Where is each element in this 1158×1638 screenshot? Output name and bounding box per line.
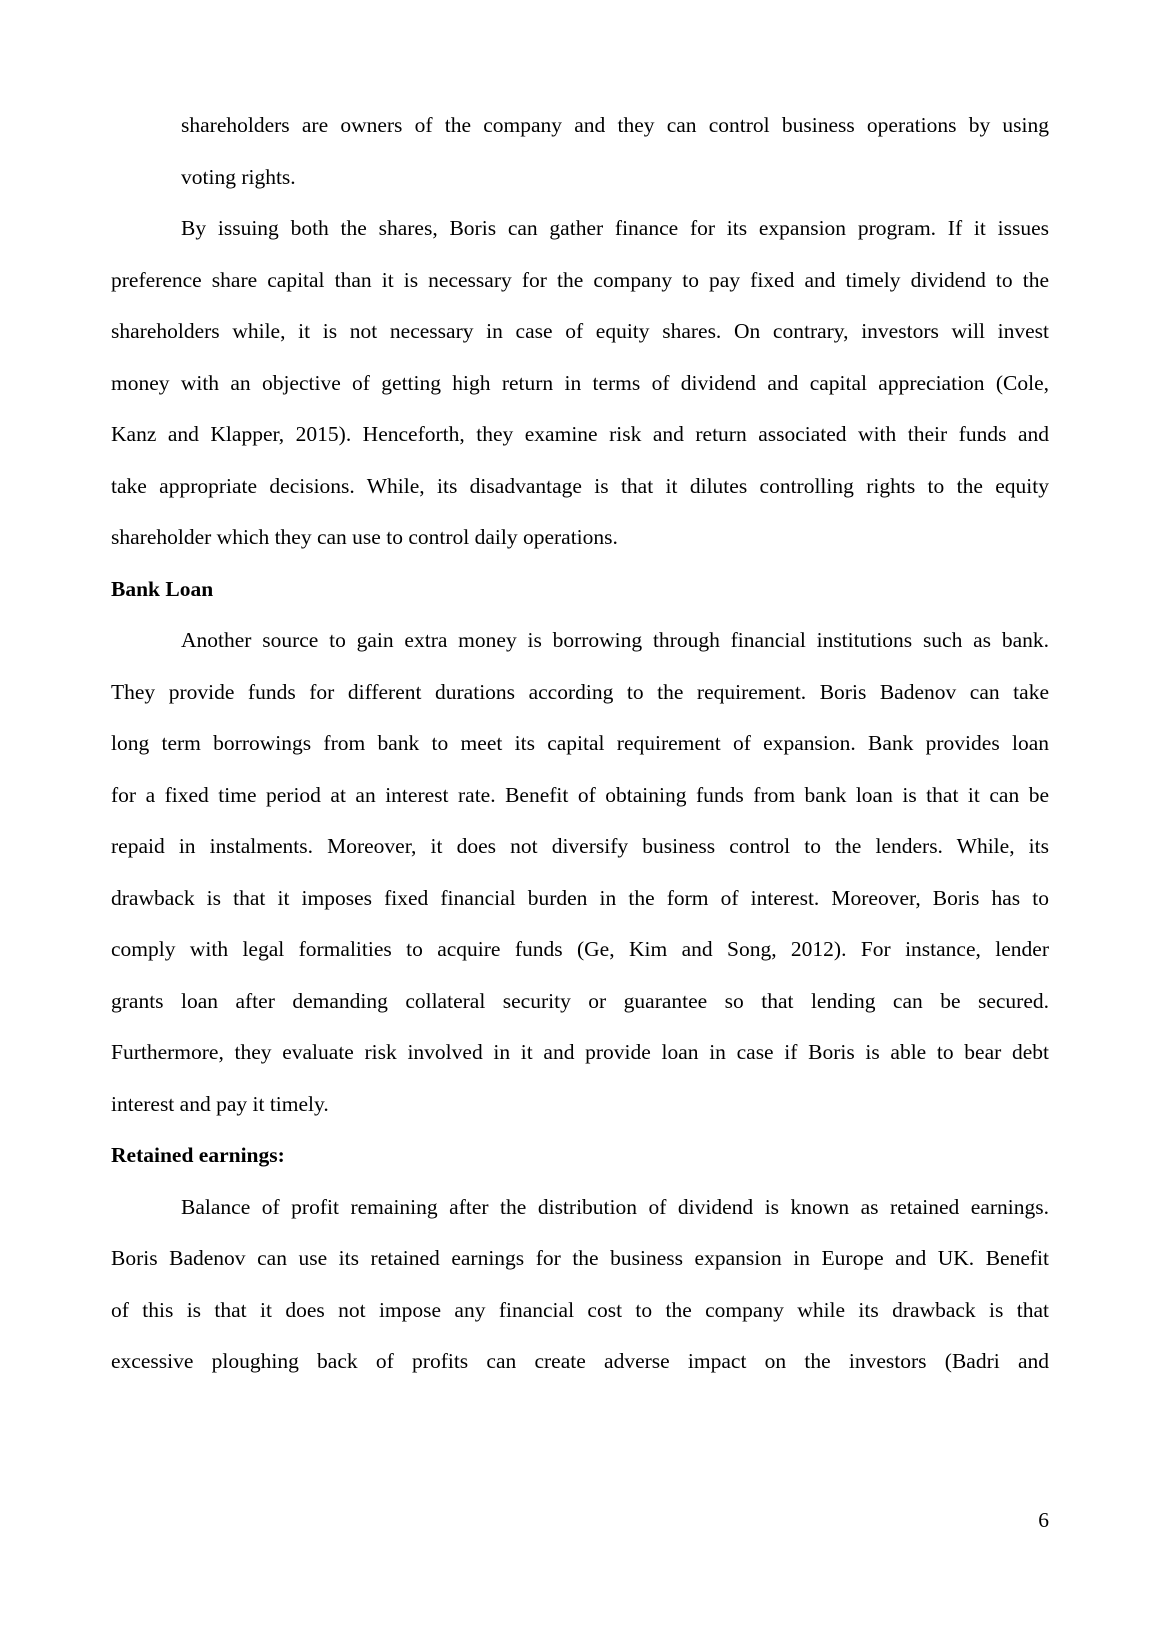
bank-loan-line-8: grants loan after demanding collateral security or guarantee so that lending can be secured. bbox=[111, 989, 1049, 1013]
bank-loan-line-7: comply with legal formalities to acquire funds (Ge, Kim and Song, 2012). For instance, lender bbox=[111, 937, 1049, 961]
shares-paragraph-line-1: By issuing both the shares, Boris can gather finance for its expansion program. If it issues bbox=[181, 216, 1049, 240]
shares-paragraph-line-3: shareholders while, it is not necessary in case of equity shares. On contrary, investors will invest bbox=[111, 319, 1049, 343]
bank-loan-line-6: drawback is that it imposes fixed financial burden in the form of interest. Moreover, Boris has to bbox=[111, 886, 1049, 910]
continuation-line-1: shareholders are owners of the company and they can control business operations by using bbox=[181, 113, 1049, 137]
bank-loan-line-4: for a fixed time period at an interest rate. Benefit of obtaining funds from bank loan is that it can be bbox=[111, 783, 1049, 807]
bank-loan-line-2: They provide funds for different durations according to the requirement. Boris Badenov can take bbox=[111, 680, 1049, 704]
continuation-line-2: voting rights. bbox=[181, 165, 296, 189]
bank-loan-heading: Bank Loan bbox=[111, 577, 214, 601]
bank-loan-line-1: Another source to gain extra money is borrowing through financial institutions such as bank. bbox=[181, 628, 1049, 652]
retained-earnings-line-2: Boris Badenov can use its retained earnings for the business expansion in Europe and UK. Benefit bbox=[111, 1246, 1049, 1270]
shares-paragraph-line-5: Kanz and Klapper, 2015). Henceforth, they examine risk and return associated with their funds and bbox=[111, 422, 1049, 446]
bank-loan-line-5: repaid in instalments. Moreover, it does not diversify business control to the lenders. While, its bbox=[111, 834, 1049, 858]
shares-paragraph-line-2: preference share capital than it is necessary for the company to pay fixed and timely dividend to the bbox=[111, 268, 1049, 292]
retained-earnings-heading: Retained earnings: bbox=[111, 1143, 285, 1167]
page-number: 6 bbox=[1038, 1508, 1049, 1532]
retained-earnings-line-4: excessive ploughing back of profits can create adverse impact on the investors (Badri and bbox=[111, 1349, 1049, 1373]
shares-paragraph-line-4: money with an objective of getting high return in terms of dividend and capital appreciation (Cole, bbox=[111, 371, 1049, 395]
retained-earnings-line-3: of this is that it does not impose any financial cost to the company while its drawback is that bbox=[111, 1298, 1049, 1322]
shares-paragraph-line-7: shareholder which they can use to control daily operations. bbox=[111, 525, 618, 549]
bank-loan-line-10: interest and pay it timely. bbox=[111, 1092, 329, 1116]
bank-loan-line-3: long term borrowings from bank to meet its capital requirement of expansion. Bank provides loan bbox=[111, 731, 1049, 755]
retained-earnings-line-1: Balance of profit remaining after the distribution of dividend is known as retained earnings. bbox=[181, 1195, 1049, 1219]
shares-paragraph-line-6: take appropriate decisions. While, its disadvantage is that it dilutes controlling rights to the equity bbox=[111, 474, 1049, 498]
bank-loan-line-9: Furthermore, they evaluate risk involved in it and provide loan in case if Boris is able to bear debt bbox=[111, 1040, 1049, 1064]
